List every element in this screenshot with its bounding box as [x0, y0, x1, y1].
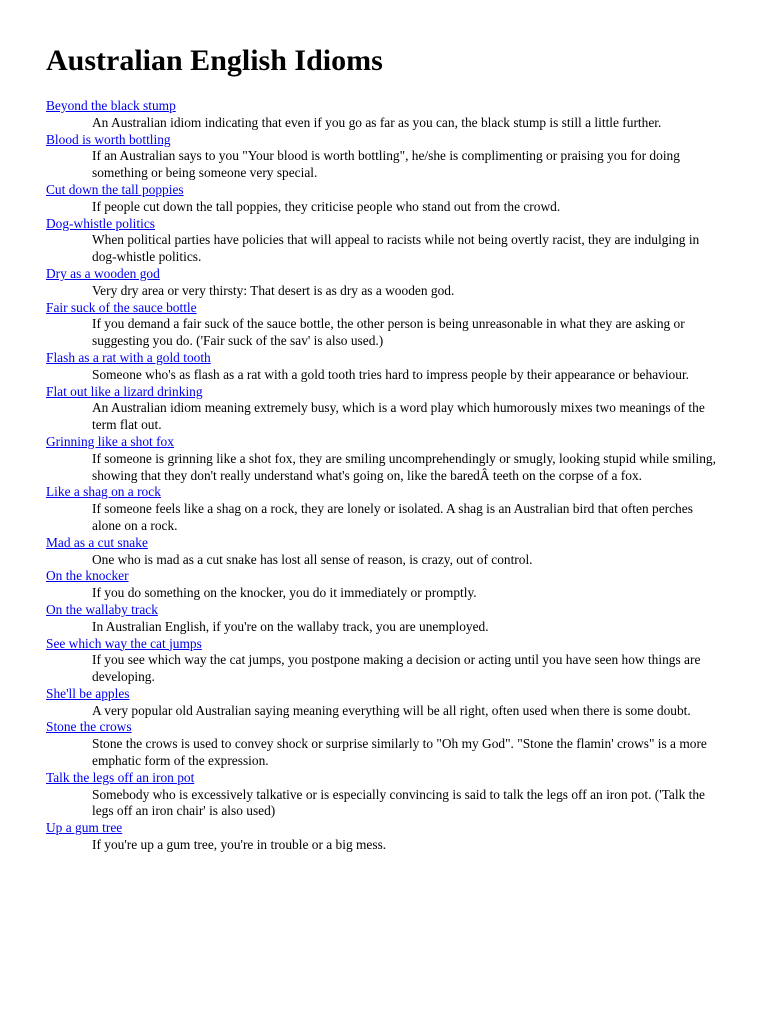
idiom-definition: An Australian idiom indicating that even if you go as far as you can, the black stump is still a little further.: [92, 114, 662, 130]
idiom-link[interactable]: See which way the cat jumps: [46, 635, 202, 651]
idiom-definition: Stone the crows is used to convey shock or surprise similarly to "Oh my God". "Stone the flamin' crows" is a more emphatic form of the expression.: [92, 736, 707, 769]
idiom-link[interactable]: Talk the legs off an iron pot: [46, 769, 195, 785]
idiom-term: [46, 484, 722, 501]
idiom-link[interactable]: She'll be apples: [46, 685, 130, 701]
idiom-definition: Very dry area or very thirsty: That desert is as dry as a wooden god.: [92, 282, 455, 298]
idiom-term: [46, 770, 722, 787]
idiom-term: [46, 300, 722, 317]
idiom-term: [46, 216, 722, 233]
idiom-definition: If you demand a fair suck of the sauce bottle, the other person is being unreasonable in what they are asking or suggesting you do. ('Fair suck of the sav' is also used.): [92, 316, 685, 349]
idiom-term: [46, 132, 722, 149]
idiom-definition: In Australian English, if you're on the wallaby track, you are unemployed.: [92, 618, 489, 634]
idiom-definition: If people cut down the tall poppies, they criticise people who stand out from the crowd.: [92, 198, 561, 214]
idiom-definition: Somebody who is excessively talkative or is especially convincing is said to talk the legs off an iron pot. ('Talk the legs off an iron chair' is also used): [92, 786, 705, 819]
idiom-term: [46, 350, 722, 367]
idiom-list: [46, 98, 722, 854]
idiom-term: [46, 98, 722, 115]
idiom-link[interactable]: Cut down the tall poppies: [46, 181, 184, 197]
idiom-definition: If you do something on the knocker, you do it immediately or promptly.: [92, 585, 477, 601]
idiom-link[interactable]: On the knocker: [46, 568, 129, 584]
idiom-term: [46, 535, 722, 552]
idiom-term: [46, 182, 722, 199]
idiom-link[interactable]: Blood is worth bottling: [46, 131, 171, 147]
idiom-link[interactable]: Up a gum tree: [46, 820, 123, 836]
idiom-term: [46, 636, 722, 653]
idiom-link[interactable]: Flat out like a lizard drinking: [46, 383, 203, 399]
idiom-term: [46, 434, 722, 451]
idiom-term: [46, 719, 722, 736]
idiom-definition: If someone is grinning like a shot fox, they are smiling uncomprehendingly or smugly, looking stupid while smiling, showing that they don't really understand what's going on, like the baredÂ teeth on the corpse of a fox.: [92, 450, 716, 483]
idiom-term: [46, 384, 722, 401]
idiom-link[interactable]: Grinning like a shot fox: [46, 433, 174, 449]
idiom-definition: An Australian idiom meaning extremely busy, which is a word play which humorously mixes two meanings of the term flat out.: [92, 400, 705, 433]
idiom-link[interactable]: Fair suck of the sauce bottle: [46, 299, 197, 315]
idiom-definition: One who is mad as a cut snake has lost all sense of reason, is crazy, out of control.: [92, 551, 533, 567]
idiom-definition: If you see which way the cat jumps, you postpone making a decision or acting until you have seen how things are developing.: [92, 652, 701, 685]
idiom-definition: If you're up a gum tree, you're in trouble or a big mess.: [92, 837, 387, 853]
page-title: Australian English Idioms: [46, 44, 383, 77]
idiom-definition: If someone feels like a shag on a rock, they are lonely or isolated. A shag is an Australian bird that often perches alone on a rock.: [92, 501, 693, 533]
idiom-link[interactable]: Flash as a rat with a gold tooth: [46, 349, 211, 365]
idiom-definition: If an Australian says to you "Your blood is worth bottling", he/she is complimenting or praising you for doing something or being someone very special.: [92, 148, 680, 181]
idiom-link[interactable]: Beyond the black stump: [46, 98, 176, 113]
idiom-link[interactable]: Like a shag on a rock: [46, 484, 161, 500]
idiom-term: [46, 820, 722, 837]
idiom-link[interactable]: Stone the crows: [46, 719, 132, 735]
idiom-term: [46, 266, 722, 283]
idiom-link[interactable]: On the wallaby track: [46, 601, 158, 617]
idiom-link[interactable]: Mad as a cut snake: [46, 534, 148, 550]
idiom-term: [46, 686, 722, 703]
idiom-link[interactable]: Dry as a wooden god: [46, 265, 160, 281]
idiom-definition: Someone who's as flash as a rat with a gold tooth tries hard to impress people by their appearance or behaviour.: [92, 366, 690, 382]
idiom-term: [46, 568, 722, 585]
idiom-term: [46, 602, 722, 619]
idiom-definition: When political parties have policies that will appeal to racists while not being overtly racist, they are indulging in dog-whistle politics.: [92, 232, 700, 265]
idiom-link[interactable]: Dog-whistle politics: [46, 215, 155, 231]
idiom-definition: A very popular old Australian saying meaning everything will be all right, often used when there is some doubt.: [92, 702, 691, 718]
